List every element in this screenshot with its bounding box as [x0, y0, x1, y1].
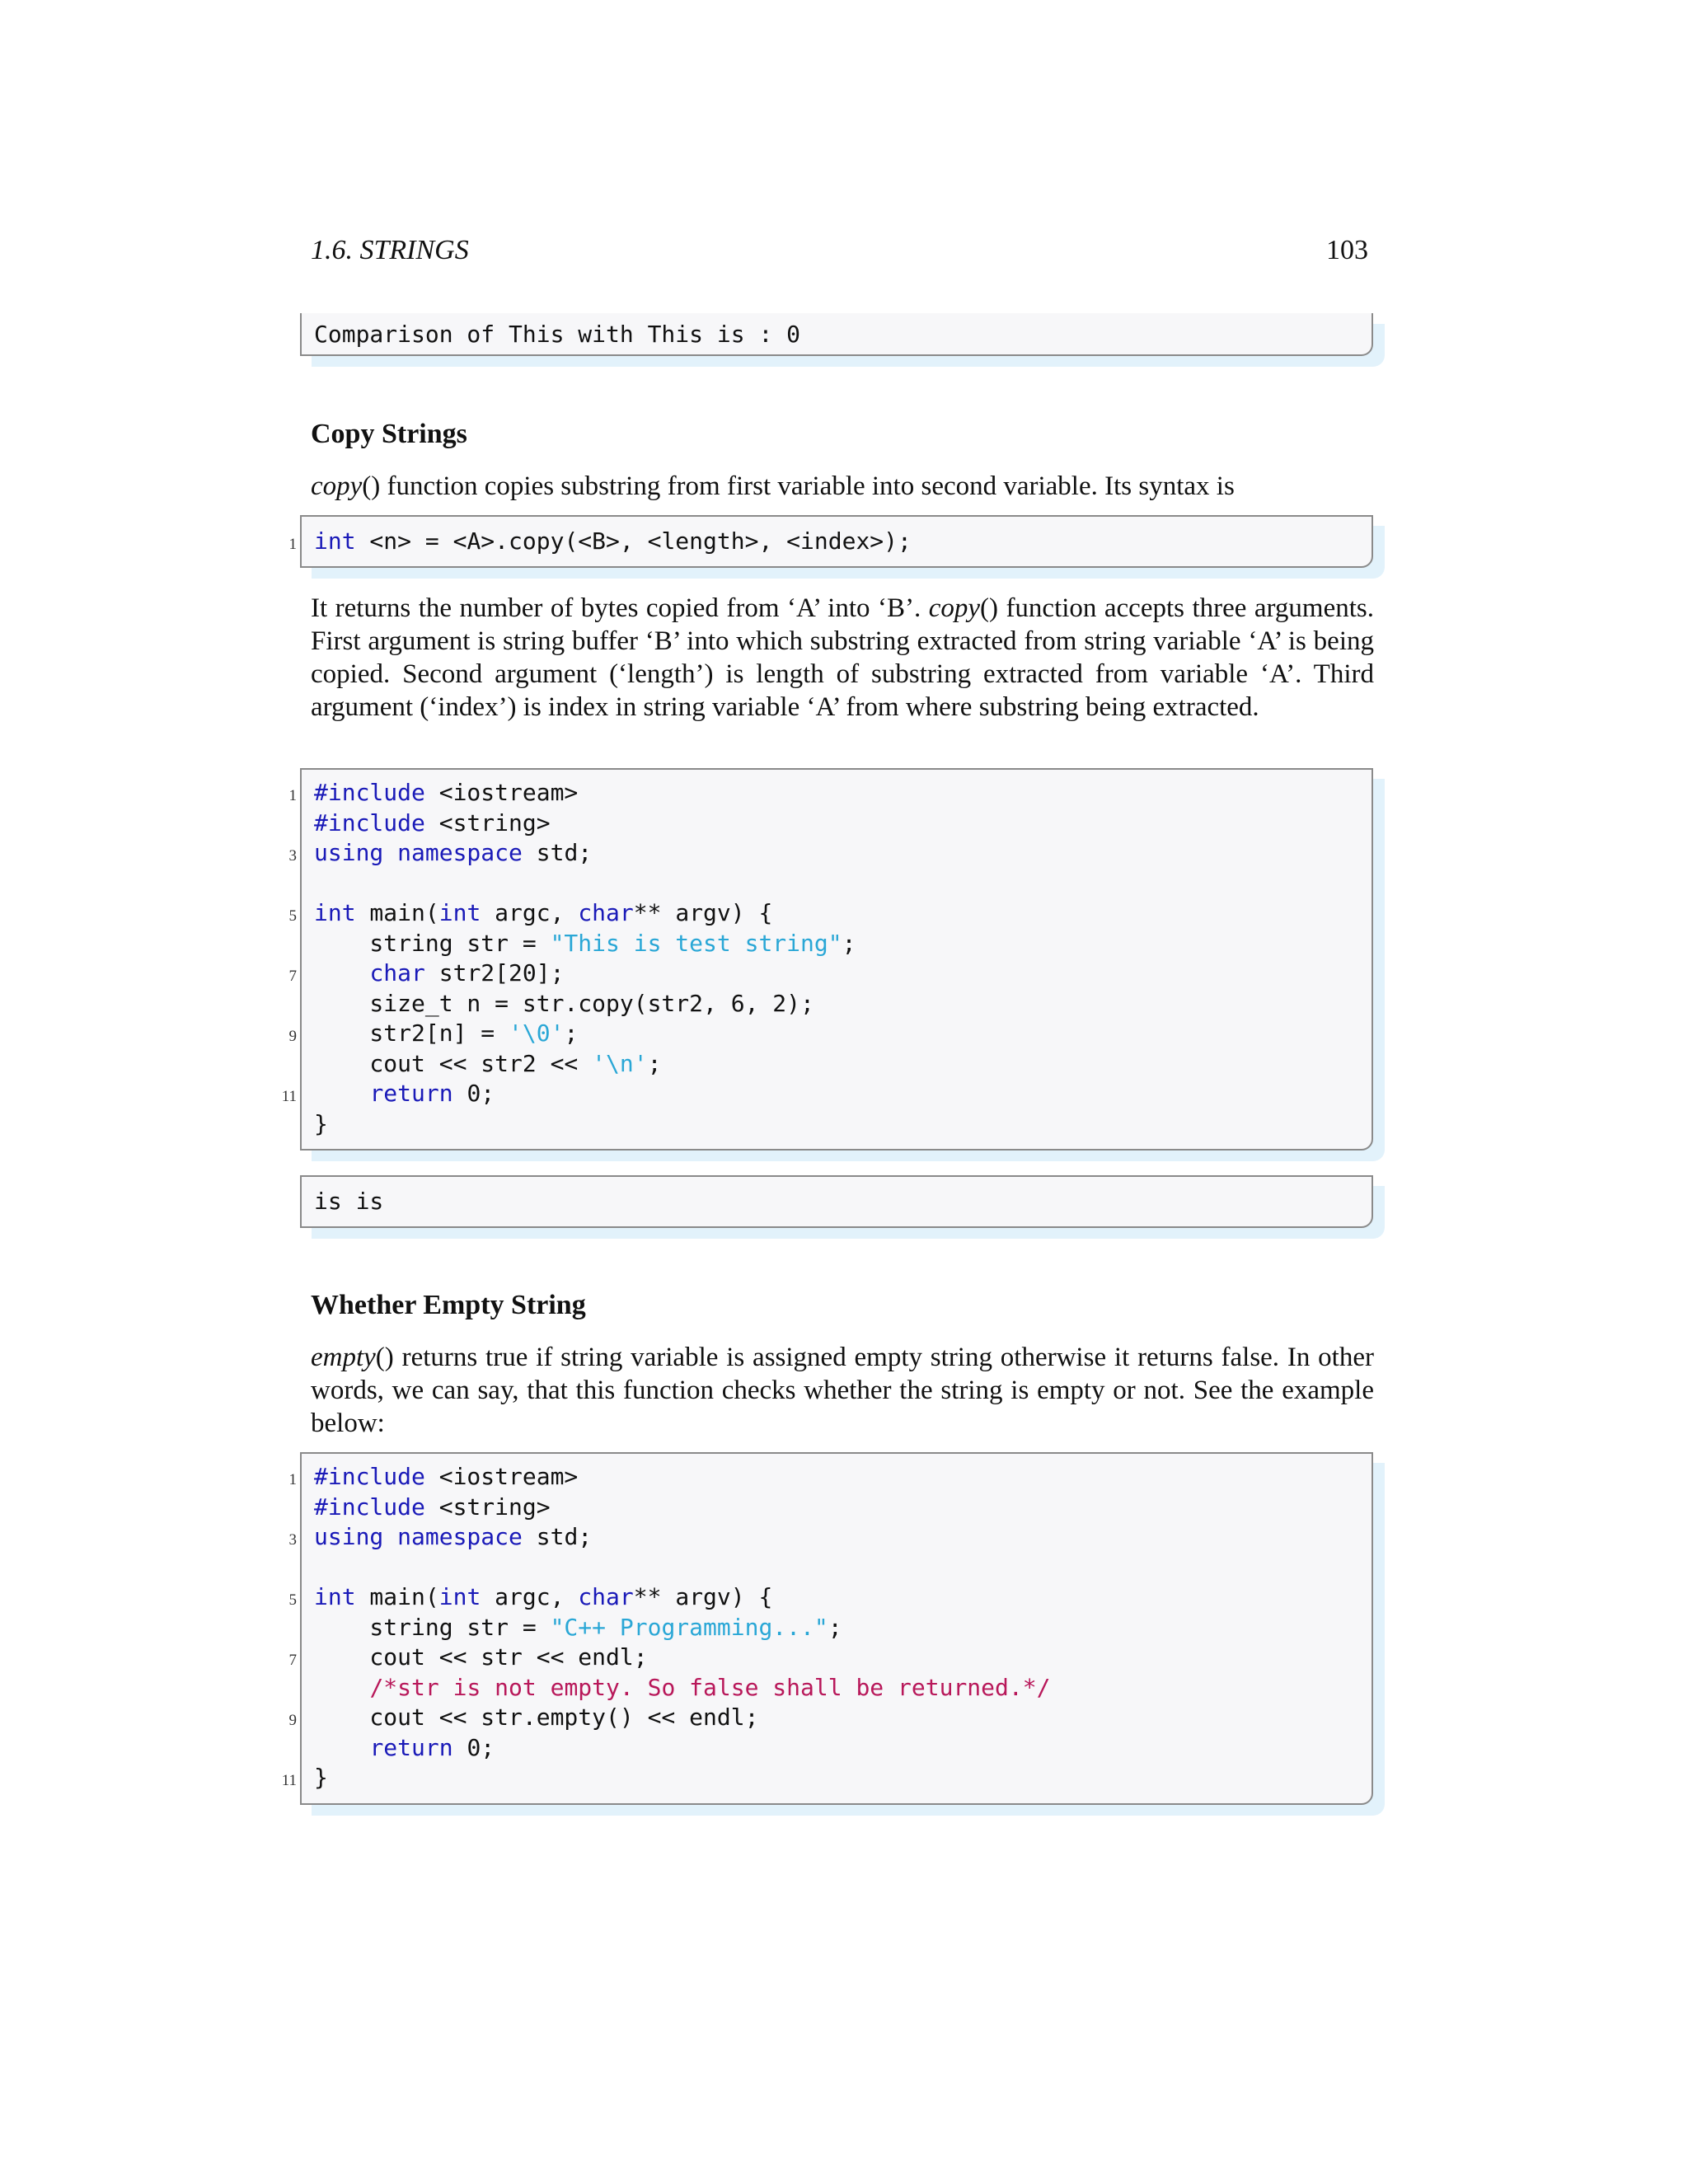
code-text: argc, [481, 1583, 579, 1610]
code-text: ; [564, 1019, 579, 1047]
running-header: 1.6. STRINGS [311, 235, 469, 265]
output-line: Comparison of This with This is : 0 [314, 321, 801, 348]
code-text: ; [647, 1049, 662, 1077]
code-line [288, 1019, 1372, 1049]
code-line [288, 1703, 1372, 1733]
code-line [288, 1643, 1372, 1673]
paragraph-text: () function copies substring from first variable into second variable. Its syntax is [362, 471, 1235, 501]
paragraph-text: It returns the number of bytes copied from ‘A’ into ‘B’. [311, 593, 929, 623]
code-text: std; [522, 839, 593, 866]
code-text: string str = [314, 1613, 551, 1641]
keyword: int [438, 1583, 481, 1610]
code-text: ** argv) { [633, 899, 773, 926]
code-line [302, 1049, 1372, 1080]
code-text: str2[n] = [314, 1019, 509, 1047]
line-number: 1 [288, 536, 297, 553]
empty-description-paragraph [311, 1341, 1374, 1440]
code-line [288, 898, 1372, 929]
keyword: char [578, 1583, 634, 1610]
code-line: size_t n = str.copy(str2, 6, 2); [314, 989, 814, 1017]
keyword: using namespace [314, 839, 523, 866]
keyword: int [438, 899, 481, 926]
keyword: int [314, 899, 356, 926]
code-text: <string> [424, 1493, 551, 1521]
code-line [288, 1462, 1372, 1493]
line-number: 7 [288, 968, 297, 985]
function-name: copy [311, 471, 363, 501]
line-number: 9 [288, 1028, 297, 1045]
string-literal: '\n' [592, 1049, 648, 1077]
code-text: } [314, 1764, 328, 1791]
line-number: 5 [288, 1591, 297, 1609]
code-text: <n> = <A>.copy(<B>, <length>, <index>); [355, 527, 912, 555]
keyword: return [369, 1080, 453, 1107]
line-number: 5 [288, 907, 297, 925]
paragraph-text: () function accepts three arguments. First argument is string buffer ‘B’ into which substring extracted from string variable ‘A’ is being copied. Second argument (‘length’) is length of substring extracted from variable ‘A’. Third argument (‘index’) is index in string variable ‘A’ from where substring being extracted. [311, 593, 1375, 722]
code-text: <iostream> [424, 779, 579, 806]
code-text: cout << str2 << [314, 1049, 593, 1077]
line-number: 11 [281, 1772, 297, 1789]
code-line-blank [302, 869, 1372, 899]
code-line [302, 808, 1372, 839]
code-listing-empty-example [281, 1452, 1373, 1805]
code-line [302, 1613, 1372, 1643]
code-line [288, 838, 1372, 869]
code-line [281, 1079, 1372, 1109]
line-number: 11 [281, 1088, 297, 1105]
paragraph-text: () returns true if string variable is assigned empty string otherwise it returns false. In other words, we can say, that this function checks whether the string is empty or not. See the example below: [311, 1343, 1374, 1438]
code-line [302, 929, 1372, 959]
code-line [302, 1673, 1372, 1704]
line-number: 1 [288, 1471, 297, 1488]
code-line [288, 1582, 1372, 1613]
syntax-code-box [288, 515, 1373, 568]
keyword: char [578, 899, 634, 926]
code-text: std; [522, 1523, 593, 1550]
line-number: 3 [288, 1531, 297, 1549]
copy-description-paragraph [311, 592, 1374, 724]
code-line [302, 1493, 1372, 1523]
keyword: return [369, 1733, 453, 1761]
line-number: 3 [288, 847, 297, 865]
copy-intro-paragraph [311, 470, 1374, 503]
code-text: <string> [424, 808, 551, 837]
code-text: main( [355, 899, 439, 926]
function-name: copy [928, 593, 980, 623]
function-name: empty [311, 1343, 376, 1372]
code-text: ; [828, 1613, 842, 1641]
section-heading-empty-string: Whether Empty String [311, 1290, 586, 1320]
code-text: ** argv) { [633, 1583, 773, 1610]
code-text: str2[20]; [424, 959, 565, 987]
code-line [281, 1763, 1372, 1793]
code-line-blank [302, 1553, 1372, 1583]
code-text: <iostream> [424, 1463, 579, 1490]
string-literal: '\0' [509, 1019, 565, 1047]
code-listing-copy-example [281, 768, 1373, 1151]
keyword: int [314, 527, 356, 555]
code-text: cout << str.empty() << endl; [314, 1704, 759, 1731]
code-line [288, 778, 1372, 808]
string-literal: "This is test string" [550, 929, 842, 957]
code-comment: /*str is not empty. So false shall be returned.*/ [369, 1673, 1051, 1701]
line-number: 9 [288, 1712, 297, 1729]
keyword: int [314, 1583, 356, 1610]
code-text: cout << str << endl; [314, 1643, 648, 1671]
code-line [288, 1522, 1372, 1553]
output-line: is is [314, 1188, 384, 1215]
keyword: #include [314, 1493, 425, 1521]
keyword: using namespace [314, 1523, 523, 1550]
code-line: } [314, 1109, 328, 1137]
code-line [288, 527, 1372, 557]
keyword: #include [314, 1463, 425, 1490]
section-heading-copy-strings: Copy Strings [311, 419, 467, 449]
line-number: 7 [288, 1652, 297, 1669]
page-number: 103 [1326, 235, 1368, 265]
output-box-comparison [300, 313, 1373, 356]
string-literal: "C++ Programming..." [550, 1613, 828, 1641]
keyword: #include [314, 779, 425, 806]
code-text: main( [355, 1583, 439, 1610]
code-text: 0; [452, 1080, 495, 1107]
code-line [302, 1733, 1372, 1764]
code-text: 0; [452, 1733, 495, 1761]
code-text: argc, [481, 899, 579, 926]
code-line [288, 958, 1372, 989]
keyword: #include [314, 808, 425, 837]
line-number: 1 [288, 787, 297, 804]
code-text: ; [842, 929, 856, 957]
keyword: char [369, 959, 425, 987]
code-text: string str = [314, 929, 551, 957]
output-box-copy-result [300, 1175, 1373, 1228]
